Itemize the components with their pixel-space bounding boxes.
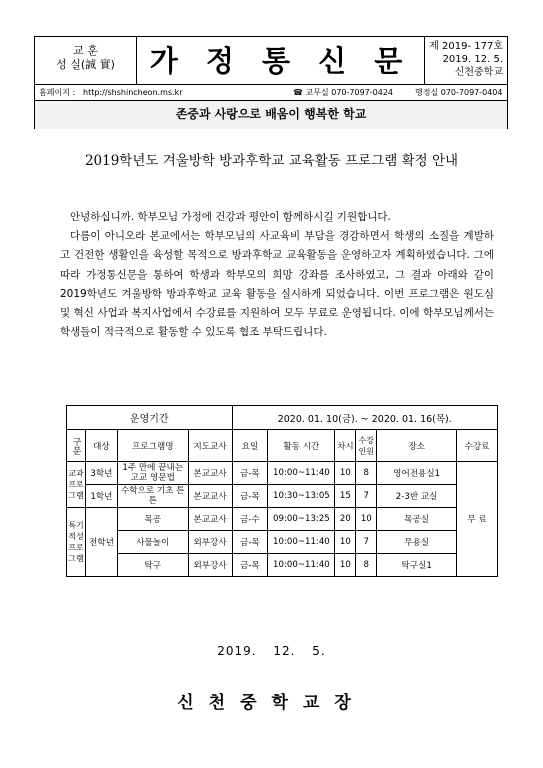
table-cell-program: 탁구 (117, 554, 188, 577)
header-category: 구분 (67, 430, 86, 462)
admin-phone: 행정실 070-7097-0404 (415, 88, 503, 97)
table-cell-teacher: 본교교사 (188, 462, 232, 485)
newsletter-title: 가 정 통 신 문 (137, 37, 425, 85)
group-subject: 교과프로그램 (67, 462, 86, 508)
table-cell-days: 금-목 (232, 554, 268, 577)
table-cell-teacher: 외부강사 (188, 531, 232, 554)
table-cell-days: 금-목 (232, 485, 268, 508)
motto-text: 성 실(誠 實) (56, 58, 115, 71)
table-cell-sessions: 20 (335, 508, 356, 531)
table-cell-place: 무용실 (377, 531, 457, 554)
table-cell-place: 2-3반 교실 (377, 485, 457, 508)
issue-date: 2019. 12. 5. (442, 54, 503, 65)
table-cell-program: 1주 만에 끝내는 고교 영문법 (117, 462, 188, 485)
header-days: 요일 (232, 430, 268, 462)
table-cell-program: 사물놀이 (117, 531, 188, 554)
main-paragraph: 다름이 아니오라 본교에서는 학부모님의 사교육비 부담을 경감하면서 학생의 소질을 계발하고 건전한 생활인을 육성할 목적으로 방과후학교 교육활동을 운영하고자 계획하였습니다. 그에 따라 가정통신문을 통하여 학생과 학부모의 희망 강좌를 조사하였고, 그 결과 아래와 같이 2019학년도 겨울방학 방과후학교 교육 활동을 실시하게 되었습니다. 이번 프로그램은 원도심 및 혁신 사업과 복지사업에서 수강료를 지원하여 모두 무료로 운영됩니다. 이에 학부모님께서는 학생들이 적극적으로 활동할 수 있도록 협조 부탁드립니다. (60, 230, 494, 339)
table-cell-target: 3학년 (85, 462, 117, 485)
header-time: 활동 시간 (268, 430, 335, 462)
table-cell-time: 10:00~11:40 (268, 531, 335, 554)
table-cell-time: 09:00~13:25 (268, 508, 335, 531)
table-cell-place: 목공실 (377, 508, 457, 531)
table-cell-days: 금-목 (232, 531, 268, 554)
header-students: 수강인원 (356, 430, 377, 462)
program-table (66, 405, 498, 577)
table-cell-days: 금-수 (232, 508, 268, 531)
table-cell-teacher: 외부강사 (188, 554, 232, 577)
table-cell-sessions: 10 (335, 554, 356, 577)
table-cell-target: 1학년 (85, 485, 117, 508)
signature-date: 2019. 12. 5. (217, 644, 326, 658)
table-cell-time: 10:30~13:05 (268, 485, 335, 508)
document-title: 2019학년도 겨울방학 방과후학교 교육활동 프로그램 확정 안내 (84, 153, 459, 169)
homepage-label: 홈페이지 : (39, 88, 76, 97)
table-cell-students: 7 (356, 531, 377, 554)
table-cell-days: 금-목 (232, 462, 268, 485)
school-slogan: 존중과 사랑으로 배움이 행복한 학교 (35, 101, 507, 129)
table-cell-students: 8 (356, 554, 377, 577)
homepage-link[interactable]: http://shshincheon.ms.kr (83, 88, 183, 97)
principal-signature: 신천중학교장 (177, 693, 366, 713)
contact-row (35, 85, 507, 101)
table-cell-teacher: 본교교사 (188, 485, 232, 508)
fee-cell: 무 료 (457, 462, 498, 577)
table-cell-place: 영어전용실1 (377, 462, 457, 485)
header-teacher: 지도교사 (188, 430, 232, 462)
table-cell-students: 7 (356, 485, 377, 508)
group-special: 특기적성프로그램 (67, 508, 86, 577)
table-cell-time: 10:00~11:40 (268, 462, 335, 485)
table-cell-students: 8 (356, 462, 377, 485)
table-cell-time: 10:00~11:40 (268, 554, 335, 577)
newsletter-header (34, 36, 508, 129)
header-place: 장소 (377, 430, 457, 462)
table-cell-sessions: 10 (335, 462, 356, 485)
target-all-grades: 전학년 (85, 508, 117, 577)
table-cell-teacher: 본교교사 (188, 508, 232, 531)
header-program: 프로그램명 (117, 430, 188, 462)
table-cell-students: 10 (356, 508, 377, 531)
issuing-school: 신천중학교 (454, 67, 503, 78)
issue-number: 제 2019- 177호 (429, 41, 503, 52)
office-phone: ☎ 교무실 070-7097-0424 (293, 88, 393, 97)
header-target: 대상 (85, 430, 117, 462)
issue-info (425, 37, 509, 85)
table-cell-place: 탁구실1 (377, 554, 457, 577)
table-cell-program: 목공 (117, 508, 188, 531)
table-cell-sessions: 10 (335, 531, 356, 554)
header-fee: 수강료 (457, 430, 498, 462)
period-value: 2020. 01. 10(금). ~ 2020. 01. 16(목). (232, 406, 498, 430)
school-motto (35, 37, 137, 85)
motto-label: 교 훈 (73, 44, 98, 57)
table-cell-program: 수학으로 기초 튼튼 (117, 485, 188, 508)
letter-body (60, 208, 494, 342)
header-sessions: 차시 (335, 430, 356, 462)
greeting-paragraph: 안녕하십니까. 학부모님 가정에 건강과 평안이 함께하시길 기원합니다. (70, 211, 391, 223)
header-top-row (35, 37, 507, 85)
table-cell-sessions: 15 (335, 485, 356, 508)
period-label: 운영기간 (67, 406, 233, 430)
